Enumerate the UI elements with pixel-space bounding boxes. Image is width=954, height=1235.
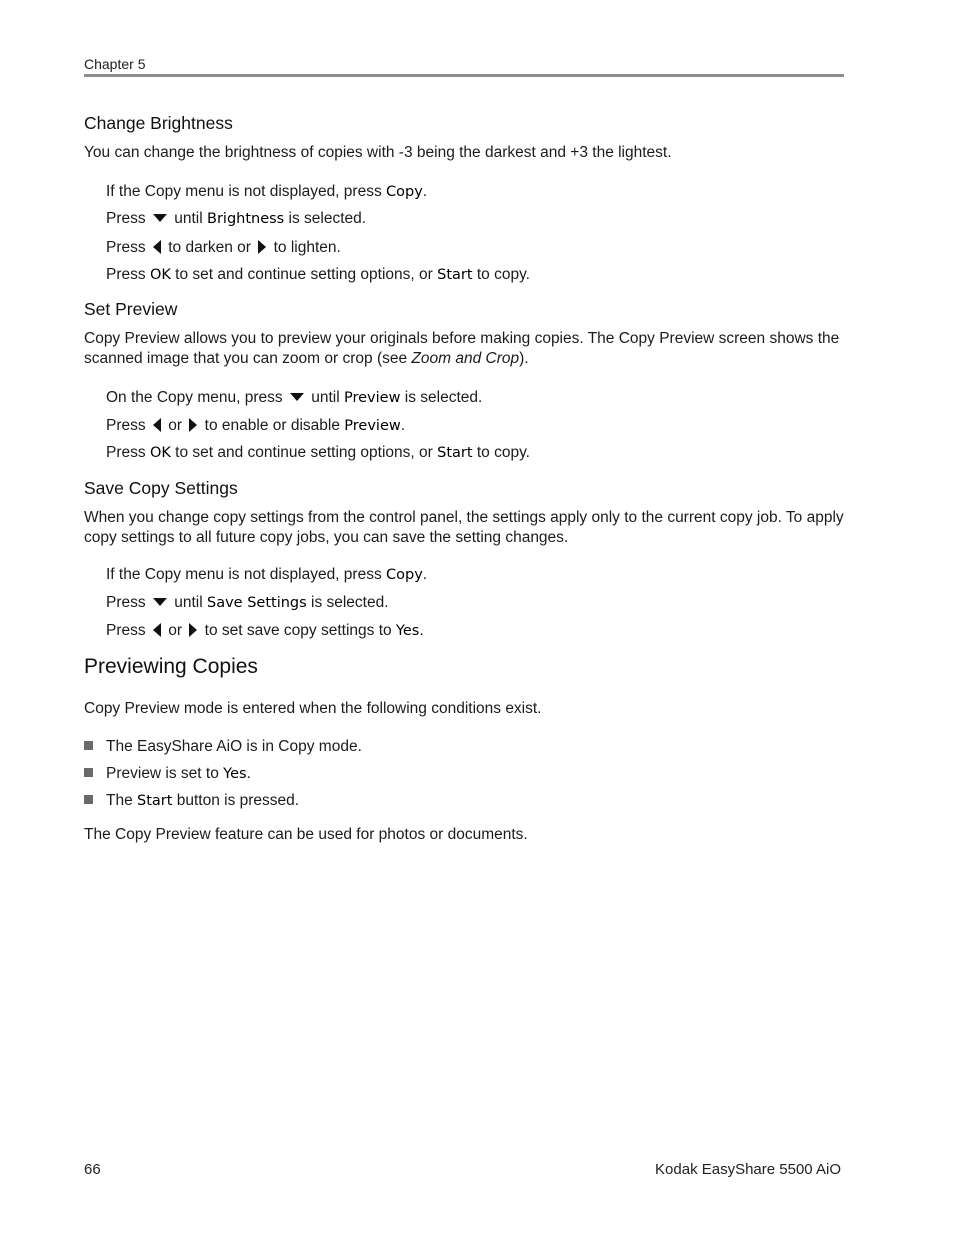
- product-name: Kodak EasyShare 5500 AiO: [655, 1161, 841, 1178]
- step-text: is selected.: [400, 389, 483, 406]
- step-text: Press: [106, 239, 146, 256]
- right-arrow-icon: [189, 418, 197, 432]
- cross-reference: Zoom and Crop: [411, 350, 520, 367]
- step-text: to copy.: [472, 444, 530, 461]
- list-item-text: .: [246, 765, 251, 782]
- ui-label-preview: Preview: [344, 390, 401, 406]
- ui-label-preview: Preview: [344, 418, 401, 434]
- ui-label-yes: Yes: [395, 623, 420, 639]
- step-text: Press: [106, 266, 150, 283]
- step-text: to copy.: [472, 266, 530, 283]
- ui-label-save-settings: Save Settings: [207, 595, 307, 611]
- ui-label-ok: OK: [149, 445, 171, 461]
- save-intro: When you change copy settings from the control panel, the settings apply only to the current copy job. To apply copy settings to all future copy jobs, you can save the setting changes.: [84, 509, 844, 546]
- ui-label-start: Start: [437, 267, 473, 283]
- ui-label-brightness: Brightness: [207, 211, 285, 227]
- step-text: until: [174, 210, 207, 227]
- step-text: to darken or: [168, 239, 251, 256]
- step-text: until: [174, 594, 207, 611]
- save-step-3: [106, 621, 424, 641]
- brightness-step-2: [106, 209, 366, 229]
- section-title-change-brightness: Change Brightness: [84, 113, 233, 133]
- intro-text: ).: [519, 350, 529, 367]
- step-text: Press: [106, 622, 146, 639]
- brightness-step-3: [106, 238, 341, 258]
- preview-step-3: [106, 443, 530, 463]
- step-text: .: [419, 622, 424, 639]
- save-step-2: [106, 593, 389, 613]
- step-text: is selected.: [306, 594, 389, 611]
- step-text: or: [168, 417, 183, 434]
- ui-label-copy: Copy: [386, 567, 423, 583]
- step-text: .: [422, 183, 428, 200]
- left-arrow-icon: [153, 623, 161, 637]
- brightness-step-1: [106, 182, 427, 202]
- section-title-previewing-copies: Previewing Copies: [84, 655, 258, 678]
- step-text: to enable or disable: [204, 417, 345, 434]
- right-arrow-icon: [258, 240, 266, 254]
- step-text: to lighten.: [273, 239, 341, 256]
- ui-label-copy: Copy: [386, 184, 423, 200]
- preview-step-1: [106, 388, 482, 408]
- down-arrow-icon: [153, 598, 167, 606]
- step-text: .: [422, 566, 428, 583]
- step-text: If the Copy menu is not displayed, press: [106, 183, 387, 200]
- step-text: Press: [106, 444, 150, 461]
- ui-label-start: Start: [437, 445, 473, 461]
- left-arrow-icon: [153, 240, 161, 254]
- bullet-square-icon: [84, 768, 93, 777]
- step-text: Press: [106, 417, 146, 434]
- preview-intro: [84, 329, 844, 369]
- ui-label-yes: Yes: [223, 766, 247, 782]
- step-text: On the Copy menu, press: [106, 389, 283, 406]
- ui-label-ok: OK: [149, 267, 171, 283]
- list-item-text: button is pressed.: [172, 792, 300, 809]
- step-text: until: [311, 389, 344, 406]
- chapter-label: Chapter 5: [84, 56, 146, 72]
- intro-text: Copy Preview allows you to preview your originals before making copies. The Copy Preview screen shows the scanned image that you can zoom or crop (see: [84, 330, 840, 367]
- step-text: to set and continue setting options, or: [170, 266, 438, 283]
- brightness-intro: You can change the brightness of copies with -3 being the darkest and +3 the lightest.: [84, 144, 672, 161]
- bullet-square-icon: [84, 741, 93, 750]
- list-item-text: The EasyShare AiO is in Copy mode.: [106, 738, 362, 755]
- save-step-1: [106, 565, 427, 585]
- list-item-text: Preview is set to: [106, 765, 224, 782]
- step-text: If the Copy menu is not displayed, press: [106, 566, 387, 583]
- list-item: [84, 764, 251, 784]
- step-text: Press: [106, 210, 146, 227]
- list-item: [84, 791, 299, 811]
- bullet-square-icon: [84, 795, 93, 804]
- header-rule: [84, 74, 844, 77]
- step-text: Press: [106, 594, 146, 611]
- left-arrow-icon: [153, 418, 161, 432]
- ui-label-start: Start: [137, 793, 173, 809]
- step-text: is selected.: [284, 210, 367, 227]
- preview-step-2: [106, 416, 405, 436]
- previewing-intro: Copy Preview mode is entered when the following conditions exist.: [84, 700, 542, 717]
- step-text: .: [400, 417, 406, 434]
- section-title-set-preview: Set Preview: [84, 299, 178, 319]
- down-arrow-icon: [290, 393, 304, 401]
- section-title-save-copy-settings: Save Copy Settings: [84, 478, 238, 498]
- step-text: to set save copy settings to: [204, 622, 396, 639]
- brightness-step-4: [106, 265, 530, 285]
- step-text: or: [168, 622, 183, 639]
- down-arrow-icon: [153, 214, 167, 222]
- step-text: to set and continue setting options, or: [170, 444, 438, 461]
- right-arrow-icon: [189, 623, 197, 637]
- list-item-text: The: [106, 792, 138, 809]
- previewing-outro: The Copy Preview feature can be used for photos or documents.: [84, 826, 528, 843]
- list-item: [84, 737, 362, 757]
- page-number: 66: [84, 1161, 101, 1178]
